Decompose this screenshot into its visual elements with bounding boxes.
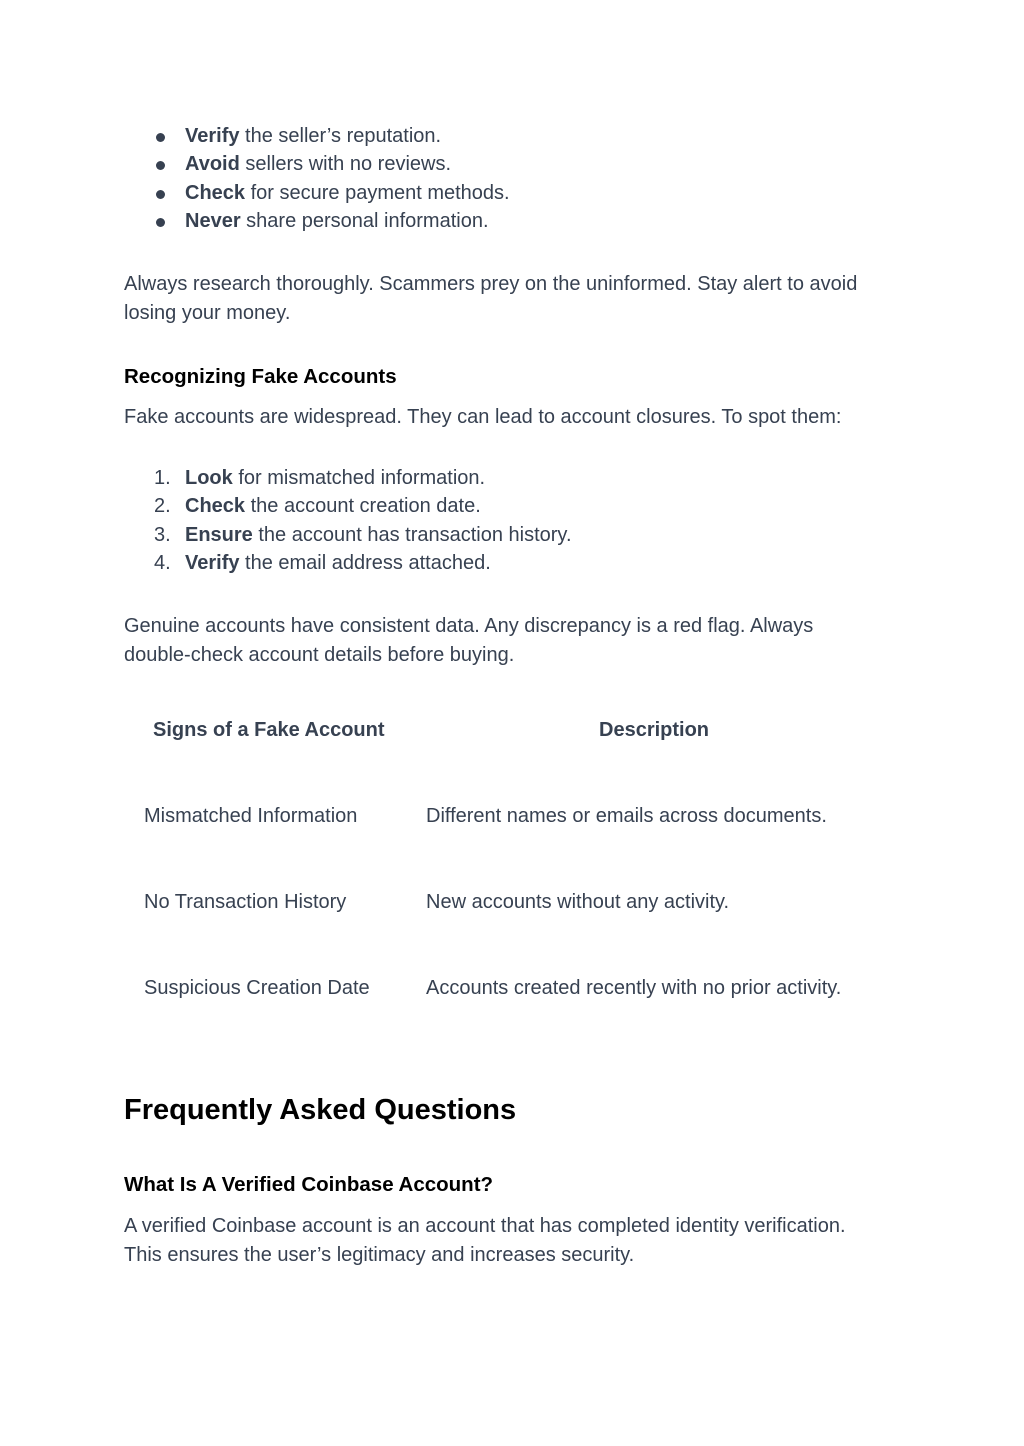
list-item-text: the account has transaction history.	[252, 523, 572, 546]
list-item-text: for secure payment methods.	[245, 181, 510, 204]
paragraph-line: double-check account details before buying.	[124, 643, 515, 666]
list-item-text: the email address attached.	[239, 552, 491, 575]
list-item	[124, 207, 510, 235]
faq-answer	[124, 1212, 904, 1269]
bold-term: Check	[185, 181, 246, 204]
bullet-icon	[156, 133, 165, 142]
paragraph-line: Always research thoroughly. Scammers prey on the uninformed. Stay alert to avoid	[124, 273, 858, 295]
research-paragraph	[124, 270, 904, 327]
bold-term: Never	[185, 210, 241, 233]
table-header-signs: Signs of a Fake Account	[153, 719, 385, 741]
paragraph-line: A verified Coinbase account is an account that has completed identity verification.	[124, 1215, 846, 1237]
list-item	[124, 492, 572, 520]
bold-term: Verify	[185, 125, 240, 147]
list-number: 3.	[154, 523, 171, 546]
list-item-text: sellers with no reviews.	[239, 153, 452, 176]
bullet-icon	[156, 218, 165, 227]
faq-question: What Is A Verified Coinbase Account?	[124, 1173, 494, 1196]
table-cell-sign: Suspicious Creation Date	[144, 977, 370, 999]
steps-numbered-list	[124, 464, 572, 578]
genuine-accounts-paragraph	[124, 612, 904, 669]
list-item-text: the account creation date.	[245, 495, 481, 518]
paragraph-line: Genuine accounts have consistent data. Any discrepancy is a red flag. Always	[124, 615, 814, 637]
table-cell-sign: No Transaction History	[144, 891, 347, 913]
list-item	[124, 150, 510, 178]
list-item-text: for mismatched information.	[232, 467, 486, 489]
bold-term: Ensure	[185, 523, 253, 546]
table-cell-description: Different names or emails across documents.	[426, 805, 827, 827]
table-cell-description: Accounts created recently with no prior activity.	[426, 977, 842, 999]
bold-term: Check	[185, 495, 246, 518]
bullet-icon	[156, 161, 165, 170]
bold-term: Avoid	[185, 153, 240, 176]
list-item	[124, 521, 572, 549]
list-number: 4.	[154, 552, 171, 575]
table-header-description: Description	[599, 719, 710, 741]
list-item-text: the seller’s reputation.	[239, 125, 442, 147]
faq-heading: Frequently Asked Questions	[124, 1094, 517, 1126]
bold-term: Look	[185, 467, 233, 489]
list-item-text: share personal information.	[240, 210, 489, 233]
paragraph-line: This ensures the user’s legitimacy and increases security.	[124, 1243, 635, 1266]
list-item	[124, 122, 510, 150]
list-item	[124, 179, 510, 207]
fake-accounts-intro: Fake accounts are widespread. They can lead to account closures. To spot them:	[124, 406, 842, 428]
bold-term: Verify	[185, 552, 240, 575]
table-cell-description: New accounts without any activity.	[426, 891, 730, 913]
bullet-icon	[156, 190, 165, 199]
tips-bullet-list	[124, 122, 510, 236]
list-number: 2.	[154, 495, 171, 518]
paragraph-line: losing your money.	[124, 301, 291, 324]
table-cell-sign: Mismatched Information	[144, 805, 358, 827]
section-heading: Recognizing Fake Accounts	[124, 365, 397, 388]
list-number: 1.	[154, 467, 171, 489]
list-item	[124, 464, 572, 492]
list-item	[124, 549, 572, 577]
